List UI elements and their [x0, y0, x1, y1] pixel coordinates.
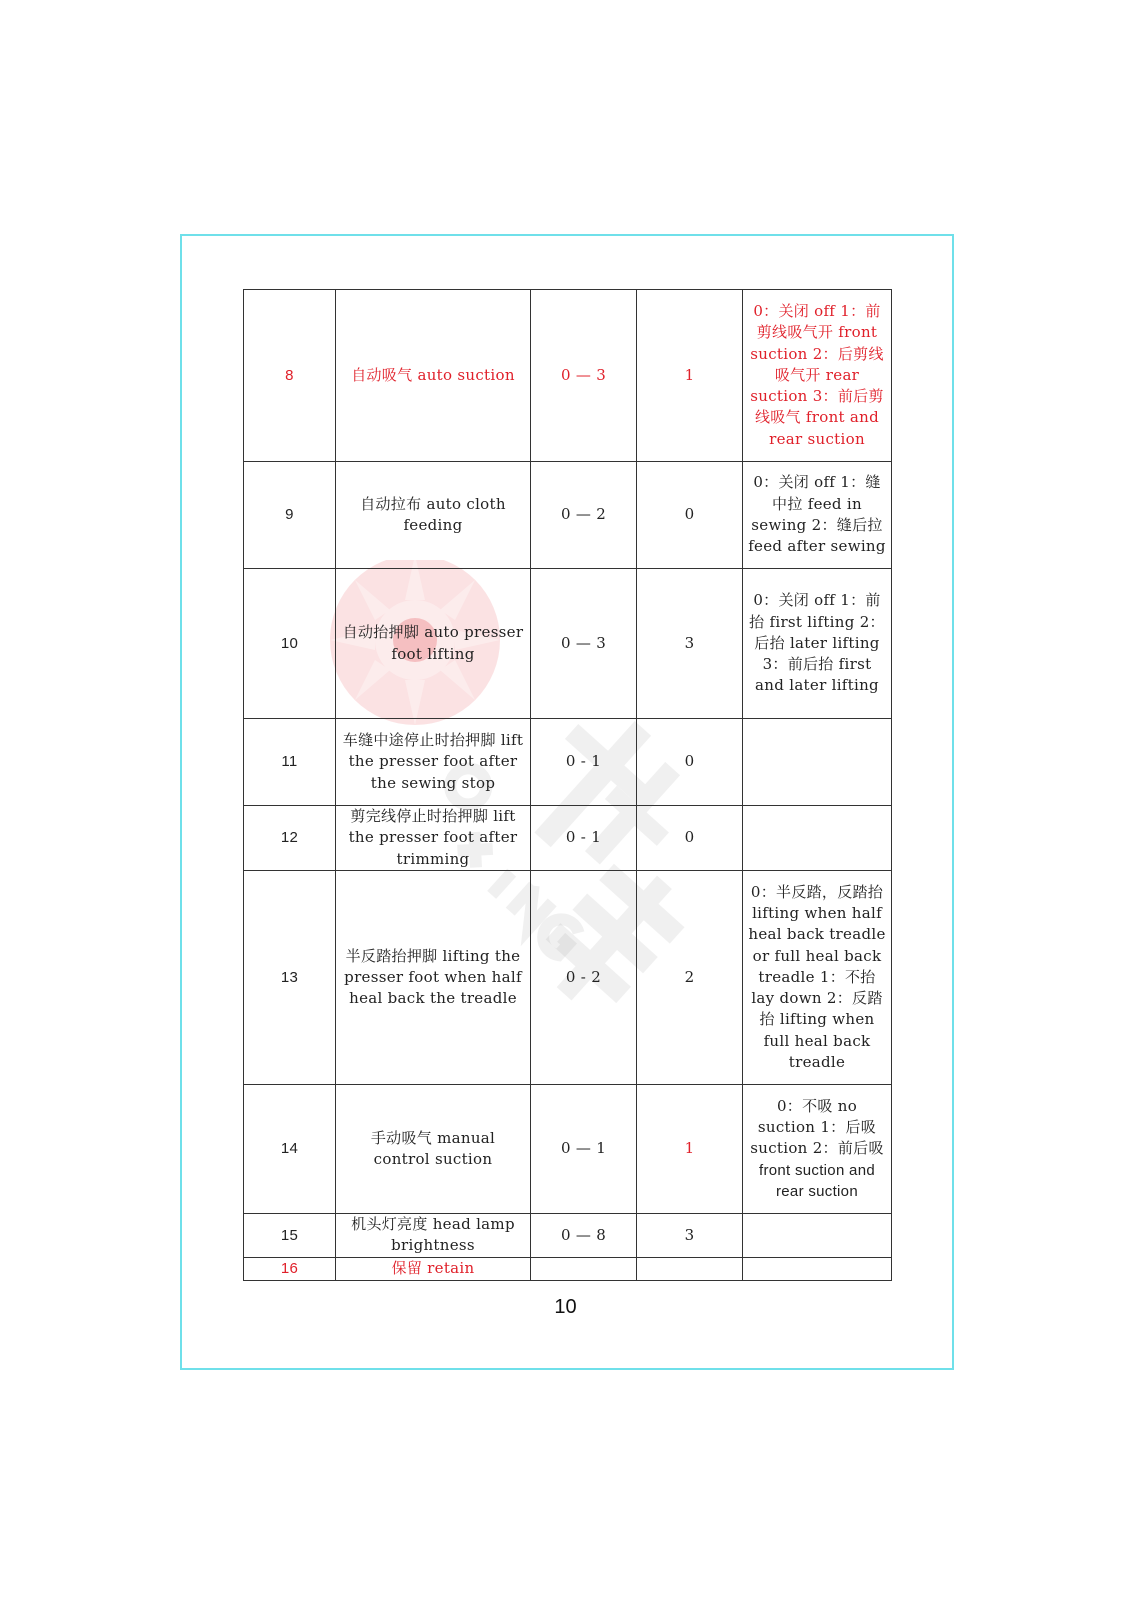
table-row — [244, 462, 892, 569]
param-name: 手动吸气 manual control suction — [336, 1085, 531, 1214]
param-description-part: front suction and rear suction — [758, 1161, 875, 1200]
param-default: 3 — [637, 1214, 743, 1258]
param-range: 0 — 3 — [531, 569, 637, 719]
param-number: 12 — [244, 806, 336, 871]
table-row — [244, 1257, 892, 1280]
param-range: 0 — 8 — [531, 1214, 637, 1258]
param-default: 2 — [637, 871, 743, 1085]
param-description — [743, 1085, 892, 1214]
page-number: 10 — [554, 1296, 577, 1318]
param-name: 剪完线停止时抬押脚 lift the presser foot after trimming — [336, 806, 531, 871]
param-description: 0：关闭 off 1：前剪线吸气开 front suction 2：后剪线吸气开 rear suction 3：前后剪线吸气 front and rear suction — [743, 290, 892, 462]
param-range: 0 - 1 — [531, 719, 637, 806]
param-range — [531, 1257, 637, 1280]
table-row — [244, 719, 892, 806]
table-row — [244, 1214, 892, 1258]
table-row — [244, 1085, 892, 1214]
param-description — [743, 806, 892, 871]
param-number: 15 — [244, 1214, 336, 1258]
table-row — [244, 569, 892, 719]
param-number: 11 — [244, 719, 336, 806]
param-default: 1 — [637, 1085, 743, 1214]
param-number: 9 — [244, 462, 336, 569]
param-default: 0 — [637, 719, 743, 806]
param-description: 0：半反踏，反踏抬 lifting when half heal back treadle or full heal back treadle 1：不抬 lay down 2：反踏抬 lifting when full heal back treadle — [743, 871, 892, 1085]
param-name: 车缝中途停止时抬押脚 lift the presser foot after the sewing stop — [336, 719, 531, 806]
param-number: 10 — [244, 569, 336, 719]
param-description — [743, 719, 892, 806]
param-default: 3 — [637, 569, 743, 719]
param-description: 0：关闭 off 1：前抬 first lifting 2：后抬 later lifting 3：前后抬 first and later lifting — [743, 569, 892, 719]
param-default: 0 — [637, 462, 743, 569]
param-default: 0 — [637, 806, 743, 871]
param-name: 自动吸气 auto suction — [336, 290, 531, 462]
param-default — [637, 1257, 743, 1280]
param-default: 1 — [637, 290, 743, 462]
param-number: 13 — [244, 871, 336, 1085]
param-range: 0 — 2 — [531, 462, 637, 569]
param-name: 保留 retain — [336, 1257, 531, 1280]
param-description — [743, 1257, 892, 1280]
param-range: 0 - 1 — [531, 806, 637, 871]
param-name: 机头灯亮度 head lamp brightness — [336, 1214, 531, 1258]
param-description-part: 0：不吸 no suction 1：后吸 suction 2：前后吸 — [750, 1096, 884, 1158]
param-description — [743, 1214, 892, 1258]
param-description: 0：关闭 off 1：缝中拉 feed in sewing 2：缝后拉 feed after sewing — [743, 462, 892, 569]
param-range: 0 — 3 — [531, 290, 637, 462]
param-name: 自动抬押脚 auto presser foot lifting — [336, 569, 531, 719]
param-range: 0 — 1 — [531, 1085, 637, 1214]
param-name: 半反踏抬押脚 lifting the presser foot when half heal back the treadle — [336, 871, 531, 1085]
parameter-table — [243, 289, 892, 1281]
table-row — [244, 806, 892, 871]
table-row — [244, 871, 892, 1085]
param-number: 16 — [244, 1257, 336, 1280]
param-number: 8 — [244, 290, 336, 462]
table-row — [244, 290, 892, 462]
param-name: 自动拉布 auto cloth feeding — [336, 462, 531, 569]
param-range: 0 - 2 — [531, 871, 637, 1085]
param-number: 14 — [244, 1085, 336, 1214]
